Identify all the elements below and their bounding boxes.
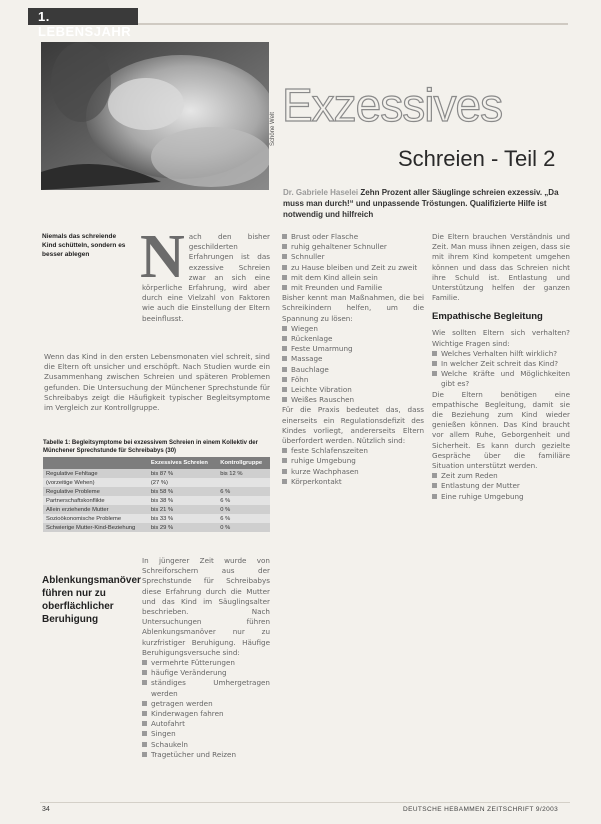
journal-name: DEUTSCHE HEBAMMEN ZEITSCHRIFT 9/2003 bbox=[403, 806, 559, 813]
list-item: vermehrte Fütterungen bbox=[142, 658, 270, 668]
section-heading: Empathische Begleitung bbox=[432, 311, 543, 323]
photo-credit: Schöne Welt bbox=[270, 112, 276, 146]
table-cell: bis 58 % bbox=[148, 487, 217, 496]
article-subtitle: Schreien - Teil 2 bbox=[398, 146, 556, 171]
column-1-body bbox=[44, 352, 270, 413]
column-3 bbox=[432, 232, 570, 502]
list-item: In welcher Zeit schreit das Kind? bbox=[432, 359, 570, 369]
article-lead bbox=[283, 187, 568, 220]
list-item: Feste Umarmung bbox=[282, 344, 424, 354]
list-item: Zeit zum Reden bbox=[432, 471, 570, 481]
table-row bbox=[43, 487, 270, 496]
table-header-cell bbox=[43, 457, 148, 469]
list-item: Brust oder Flasche bbox=[282, 232, 424, 242]
footer-rule bbox=[40, 802, 570, 803]
body-paragraph: Bisher kennt man Maßnahmen, die bei Schreikindern helfen, um die Spannung zu lösen: bbox=[282, 293, 424, 323]
table-header-cell: Kontrollgruppe bbox=[217, 457, 270, 469]
list-item: feste Schlafenszeiten bbox=[282, 446, 424, 456]
list-item: Föhn bbox=[282, 375, 424, 385]
list-item: ständiges Umhergetragen werden bbox=[142, 678, 270, 698]
body-paragraph: Wie sollten Eltern sich verhalten? Wichtige Fragen sind: bbox=[432, 328, 570, 348]
table-cell bbox=[217, 478, 270, 487]
bullet-list bbox=[282, 232, 424, 293]
table-cell: Allein erziehende Mutter bbox=[43, 505, 148, 514]
list-item: mit Freunden und Familie bbox=[282, 283, 424, 293]
photo-caption: Niemals das schreiende Kind schütteln, sondern es besser ablegen bbox=[42, 233, 126, 258]
table-row bbox=[43, 478, 270, 487]
table-cell: bis 33 % bbox=[148, 514, 217, 523]
table-cell: bis 21 % bbox=[148, 505, 217, 514]
bullet-list bbox=[432, 471, 570, 502]
list-item: getragen werden bbox=[142, 699, 270, 709]
bullet-list bbox=[282, 446, 424, 487]
body-paragraph: Für die Praxis bedeutet das, dass einerseits ein Regulationsdefizit des Kindes vorliegt, andererseits Eltern überfordert werden. Nützlich sind: bbox=[282, 405, 424, 446]
list-item: kurze Wachphasen bbox=[282, 467, 424, 477]
table-cell: Regulative Fehltage bbox=[43, 469, 148, 478]
table-cell: bis 87 % bbox=[148, 469, 217, 478]
list-item: ruhige Umgebung bbox=[282, 456, 424, 466]
body-paragraph: Wenn das Kind in den ersten Lebensmonaten viel schreit, sind die Eltern oft unsicher und erschöpft. Nach Studien wurde ein Zusammenhang zwischen Schreien und späteren Problemen gefunden. Die Untersuchung der Münchener Sprechstunde für Schreibabys zeigt die Häufigkeit typischer Begleitsymptome im Vergleich zur Kontrollgruppe. bbox=[44, 352, 270, 413]
list-item: zu Hause bleiben und Zeit zu zweit bbox=[282, 263, 424, 273]
symptoms-table bbox=[43, 457, 270, 532]
list-item: ruhig gehaltener Schnuller bbox=[282, 242, 424, 252]
body-paragraph: Die Eltern benötigen eine empathische Begleitung, damit sie die Beziehung zum Kind wieder genießen können. Das Kind braucht vor allem Ruhe, Geborgenheit und Sicherheit. Es kann durch gezielte Gespräche über die familiäre Situation unterstützt werden. bbox=[432, 389, 570, 471]
section-label: 1. LEBENSJAHR bbox=[38, 9, 132, 39]
table-row bbox=[43, 523, 270, 532]
bullet-list bbox=[142, 658, 270, 760]
list-item: Schaukeln bbox=[142, 740, 270, 750]
table-cell: bis 38 % bbox=[148, 496, 217, 505]
lead-text: Zehn Prozent aller Säuglinge schreien exzessiv. „Da muss man durch!“ und unpassende Tröstungen. Qualifizierte Hilfe ist notwendig und hilfreich bbox=[283, 188, 559, 219]
list-item: mit dem Kind allein sein bbox=[282, 273, 424, 283]
list-item: Körperkontakt bbox=[282, 477, 424, 487]
table-row bbox=[43, 469, 270, 478]
header-rule bbox=[138, 23, 568, 25]
table-cell: bis 12 % bbox=[217, 469, 270, 478]
list-item: Bauchlage bbox=[282, 365, 424, 375]
table-row bbox=[43, 496, 270, 505]
list-item: Massage bbox=[282, 354, 424, 364]
table-cell: Schwierige Mutter-Kind-Beziehung bbox=[43, 523, 148, 532]
table-header-row bbox=[43, 457, 270, 469]
table-cell: Partnerschaftskonflikte bbox=[43, 496, 148, 505]
list-item: Welches Verhalten hilft wirklich? bbox=[432, 349, 570, 359]
list-item: Welche Kräfte und Möglichkeiten gibt es? bbox=[432, 369, 570, 389]
list-item: Rückenlage bbox=[282, 334, 424, 344]
list-item: Schnuller bbox=[282, 252, 424, 262]
table-cell: Regulative Probleme bbox=[43, 487, 148, 496]
list-item: Weißes Rauschen bbox=[282, 395, 424, 405]
column-1-lower bbox=[142, 556, 270, 760]
list-item: Tragetücher und Reizen bbox=[142, 750, 270, 760]
column-2 bbox=[282, 232, 424, 487]
pull-quote: Ablenkungsmanöver führen nur zu oberflächlicher Beruhigung bbox=[42, 575, 141, 625]
author-name: Dr. Gabriele Haselei bbox=[283, 188, 359, 197]
table-cell: 6 % bbox=[217, 514, 270, 523]
table-cell: 6 % bbox=[217, 496, 270, 505]
list-item: Entlastung der Mutter bbox=[432, 481, 570, 491]
table-row bbox=[43, 505, 270, 514]
table-cell: 6 % bbox=[217, 487, 270, 496]
table-cell: (vorzeitige Wehen) bbox=[43, 478, 148, 487]
list-item: Eine ruhige Umgebung bbox=[432, 492, 570, 502]
list-item: Singen bbox=[142, 729, 270, 739]
list-item: Wiegen bbox=[282, 324, 424, 334]
body-paragraph: Die Eltern brauchen Verständnis und Zeit. Man muss ihnen zeigen, dass sie mit ihrem Kind kompetent umgehen können und dass das Schreien nicht ihre Schuld ist. Entlastung und Unterstützung helfen der ganzen Familie. bbox=[432, 232, 570, 303]
list-item: Leichte Vibration bbox=[282, 385, 424, 395]
table-cell: (27 %) bbox=[148, 478, 217, 487]
bullet-list bbox=[282, 324, 424, 406]
table-cell: 0 % bbox=[217, 505, 270, 514]
article-title: Exzessives bbox=[282, 79, 503, 131]
table-header-cell: Exzessives Schreien bbox=[148, 457, 217, 469]
baby-photo-image bbox=[41, 42, 269, 190]
list-item: Autofahrt bbox=[142, 719, 270, 729]
list-item: Kinderwagen fahren bbox=[142, 709, 270, 719]
list-item: häufige Veränderung bbox=[142, 668, 270, 678]
column-1-top bbox=[140, 223, 270, 324]
bullet-list bbox=[432, 349, 570, 390]
table-cell: Sozioökonomische Probleme bbox=[43, 514, 148, 523]
table-cell: 0 % bbox=[217, 523, 270, 532]
article-photo bbox=[41, 42, 269, 190]
table-row bbox=[43, 514, 270, 523]
intro-paragraph: ach den bisher geschilderten Erfahrungen ist das exzessive Schreien zwar an sich eine körperliche Erfahrung, wird aber durch eine Vielzahl von Faktoren wie auch die Einstellung der Eltern beeinflusst. bbox=[142, 232, 270, 323]
body-paragraph: In jüngerer Zeit wurde von Schreiforschern aus der Sprechstunde für Schreibabys diese Erfahrung durch die Mutter und das Kind im Säuglingsalter beschrieben. Nach Untersuchungen führen Ablenkungsmanöver nur zu kurzfristiger Beruhigung. Häufige Beruhigungsversuche sind: bbox=[142, 556, 270, 657]
table-caption: Tabelle 1: Begleitsymptome bei exzessivem Schreien in einem Kollektiv der Münchener Sprechstunde für Schreibabys (30) bbox=[43, 440, 258, 454]
table-cell: bis 29 % bbox=[148, 523, 217, 532]
dropcap: N bbox=[140, 223, 185, 291]
section-header bbox=[28, 8, 138, 39]
page-number: 34 bbox=[42, 806, 50, 813]
